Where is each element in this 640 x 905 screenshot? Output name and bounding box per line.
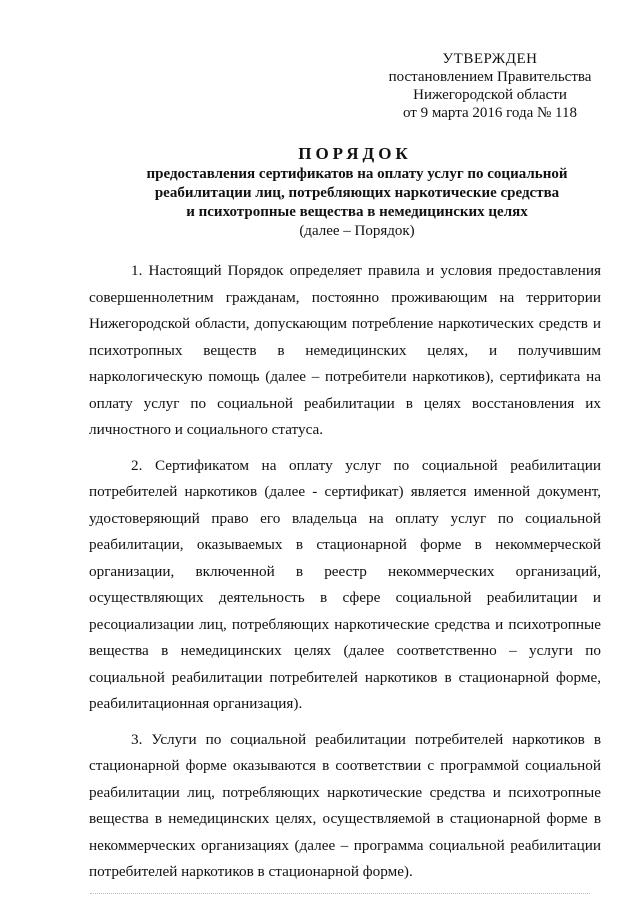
subtitle-line-3: и психотропные вещества в немедицинских целях xyxy=(186,204,528,220)
approval-resolution: постановлением Правительства xyxy=(388,69,592,85)
paragraph-1: 1. Настоящий Порядок определяет правила и условия предоставления совершеннолетним гражданам, постоянно проживающим на территории Нижегородской области, допускающим потребление наркотических средств и психотропных веществ в немедицинских целях, и получившим наркологическую помощь (далее – потребители наркотиков), сертификата на оплату услуг по социальной реабилитации в целях восстановления их личностного и социального статуса. xyxy=(89,262,601,438)
paragraph-2: 2. Сертификатом на оплату услуг по социальной реабилитации потребителей наркотиков (далее - сертификат) является именной документ, удостоверяющий право его владельца на оплату услуг по социальной реабилитации, оказываемых в стационарной форме в некоммерческой организации, включенной в реестр некоммерческих организаций, осуществляющих деятельность в сфере социальной реабилитации и ресоциализации лиц, потребляющих наркотические средства и психотропные вещества в немедицинских целях (далее соответственно – услуги по социальной реабилитации потребителей наркотиков в стационарной форме, реабилитационная организация). xyxy=(89,456,601,712)
paragraph-3: 3. Услуги по социальной реабилитации потребителей наркотиков в стационарной форме оказываются в соответствии с программой социальной реабилитации лиц, потребляющих наркотические средства и психотропные вещества в немедицинских целях, осуществляемой в стационарной форме в некоммерческих организациях (далее – программа социальной реабилитации потребителей наркотиков в стационарной форме). xyxy=(89,730,601,880)
scan-artifact xyxy=(90,893,590,896)
document-body xyxy=(89,258,601,895)
subtitle-line-1: предоставления сертификатов на оплату услуг по социальной xyxy=(146,166,568,182)
subtitle-line-2: реабилитации лиц, потребляющих наркотические средства xyxy=(154,185,560,201)
approval-title: УТВЕРЖДЕН xyxy=(442,51,538,67)
approval-date: от 9 марта 2016 года № 118 xyxy=(403,105,577,121)
approval-stamp xyxy=(380,50,600,122)
approval-region: Нижегородской области xyxy=(413,87,567,103)
subtitle-short-name: (далее – Порядок) xyxy=(299,223,415,239)
document-subtitle xyxy=(112,165,602,241)
document-title: ПОРЯДОК xyxy=(298,144,412,163)
